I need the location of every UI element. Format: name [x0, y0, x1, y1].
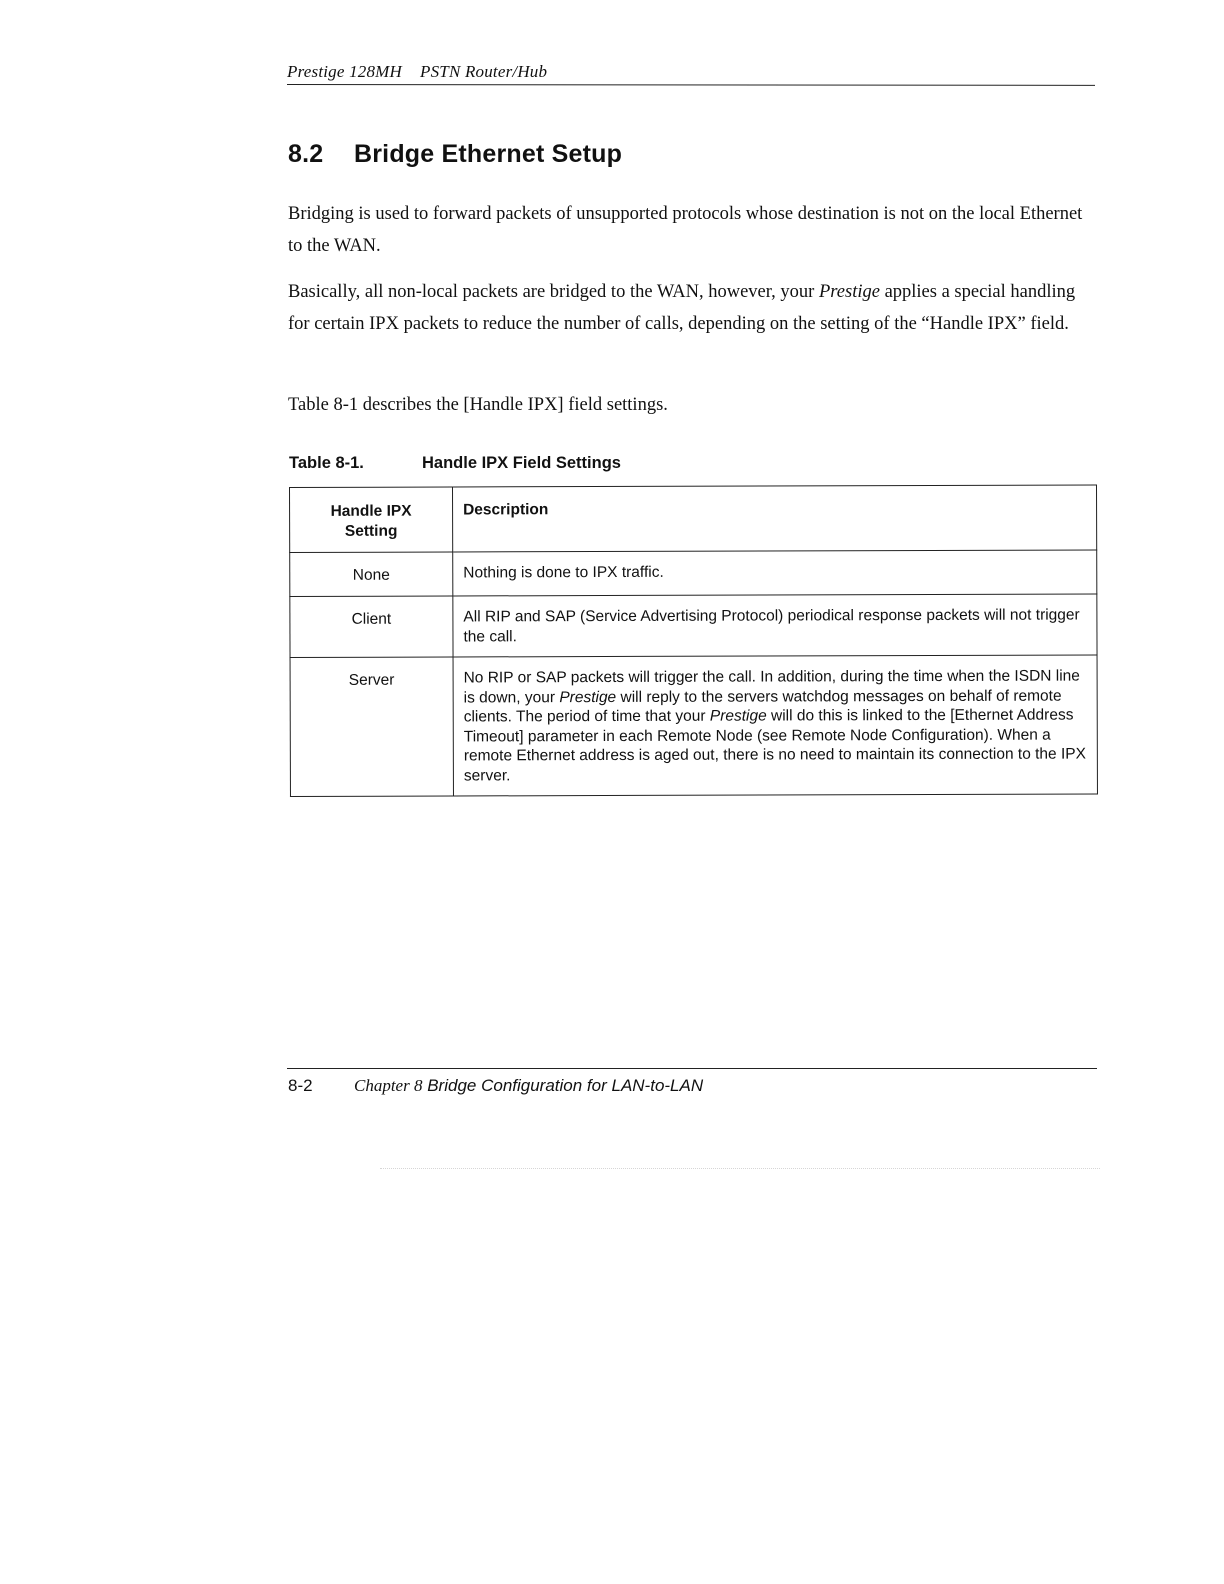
description-text: will do this is linked to the [Ethernet Address Timeout] parameter in each Remote Node (see Remote Node Configuration). When a remote Ethernet address is aged out, there is no need to maintain its connection to the IPX server.: [463, 706, 1086, 784]
column-header-setting: [290, 487, 453, 553]
header-divider: [287, 84, 1095, 86]
emphasis-prestige: Prestige: [709, 707, 767, 725]
footer-chapter-title: Bridge Configuration for LAN-to-LAN: [427, 1076, 704, 1095]
description-cell: All RIP and SAP (Service Advertising Protocol) periodical response packets will not trigger the call.: [453, 594, 1097, 657]
paragraph-text: applies a special handling for certain IPX packets to reduce the number of calls, depending on the setting of the “Handle IPX” field.: [288, 282, 1076, 334]
table-header-row: [290, 485, 1097, 553]
footer-chapter-label: Chapter 8: [354, 1076, 423, 1095]
section-heading: [288, 140, 622, 169]
scan-artifact: [380, 1168, 1100, 1171]
footer-divider: [287, 1068, 1097, 1069]
description-text: will reply to the servers watchdog messages on behalf of remote clients. The period of time that your: [463, 687, 1062, 726]
table-row: [290, 655, 1097, 797]
paragraph-non-local-packets: [288, 276, 1098, 340]
paragraph-table-reference: Table 8-1 describes the [Handle IPX] field settings.: [288, 395, 668, 415]
setting-cell: Client: [290, 596, 453, 658]
column-header-setting-line2: Setting: [344, 522, 398, 540]
header-subtitle: PSTN Router/Hub: [420, 62, 548, 81]
section-title: Bridge Ethernet Setup: [354, 140, 623, 168]
running-header: [287, 62, 547, 82]
table-caption-label: Table 8-1.: [289, 454, 364, 472]
handle-ipx-table: [289, 484, 1098, 797]
header-product: Prestige 128MH: [287, 62, 403, 81]
table-row: [290, 550, 1097, 597]
table-row: [290, 594, 1097, 658]
column-header-description: Description: [453, 485, 1097, 552]
description-text: No RIP or SAP packets will trigger the call. In addition, during the time when the ISDN line is down, your: [463, 667, 1080, 706]
emphasis-prestige: Prestige: [559, 688, 617, 706]
page-number: 8-2: [288, 1076, 313, 1095]
section-number: 8.2: [288, 140, 324, 168]
setting-cell: Server: [290, 657, 453, 797]
table-caption: [289, 454, 621, 473]
page-footer: [288, 1076, 703, 1096]
emphasis-prestige: Prestige: [818, 282, 880, 302]
setting-cell: None: [290, 552, 453, 597]
column-header-setting-line1: Handle IPX: [330, 502, 412, 520]
paragraph-bridging: Bridging is used to forward packets of unsupported protocols whose destination is not on the local Ethernet to the WAN.: [288, 204, 1083, 256]
paragraph-text: Basically, all non-local packets are bridged to the WAN, however, your: [288, 282, 819, 302]
table-caption-title: Handle IPX Field Settings: [422, 454, 621, 472]
description-cell: Nothing is done to IPX traffic.: [453, 550, 1097, 596]
description-cell: [453, 655, 1097, 796]
